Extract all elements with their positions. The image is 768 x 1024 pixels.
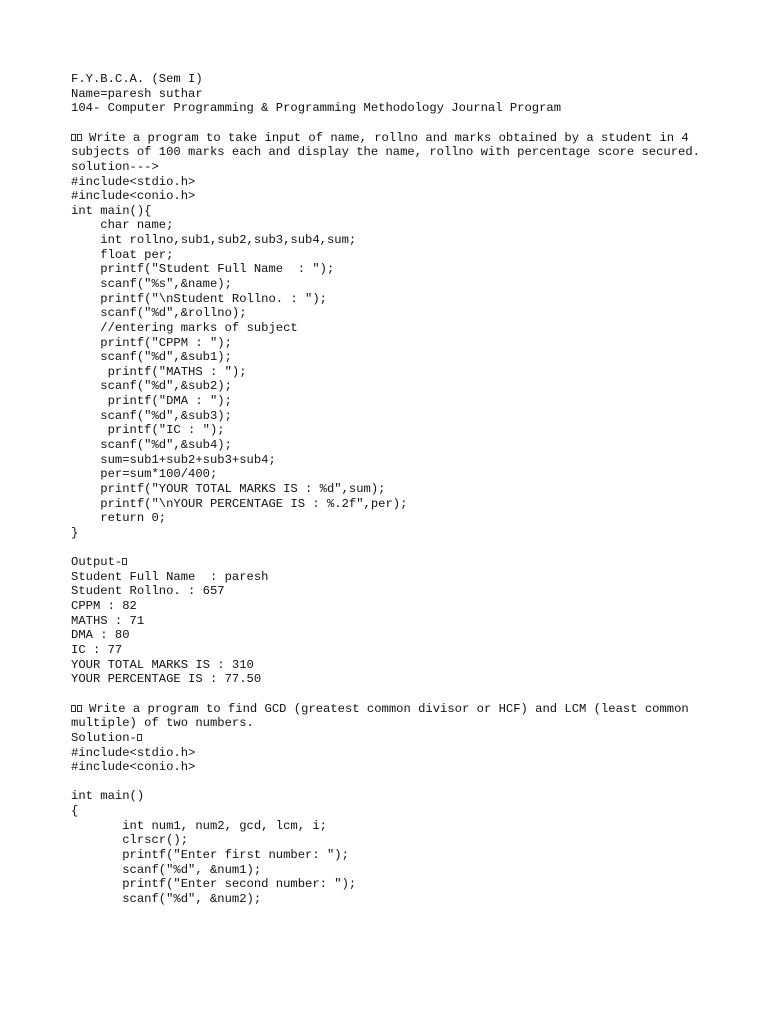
q1-output-block [71, 570, 731, 687]
q1-question-text: Write a program to take input of name, rollno and marks obtained by a student in 4 subjects of 100 marks each and display the name, rollno with percentage score secured. [71, 130, 700, 160]
code-line: scanf("%d",&sub3); [71, 408, 232, 423]
code-line: char name; [71, 218, 174, 233]
code-line: printf("\nYOUR PERCENTAGE IS : %.2f",per); [71, 496, 408, 511]
spacer [71, 541, 731, 556]
spacer [71, 687, 731, 702]
code-line: { [71, 804, 79, 819]
code-line: int rollno,sub1,sub2,sub3,sub4,sum; [71, 233, 357, 248]
code-line: scanf("%d",&sub4); [71, 438, 232, 453]
header-subject: 104- Computer Programming & Programming Methodology Journal Program [71, 101, 562, 116]
code-line: scanf("%d", &num2); [71, 891, 262, 906]
bullet-icon [71, 702, 83, 717]
code-line: printf("Enter first number: "); [71, 848, 349, 863]
code-line: printf("CPPM : "); [71, 335, 232, 350]
code-line: scanf("%d", &num1); [71, 862, 262, 877]
journal-page [71, 72, 731, 907]
code-line: printf("DMA : "); [71, 394, 232, 409]
code-line: printf("Enter second number: "); [71, 877, 357, 892]
output-line: DMA : 80 [71, 628, 130, 643]
code-line: int main() [71, 789, 145, 804]
output-line: Student Rollno. : 657 [71, 584, 225, 599]
code-line: float per; [71, 247, 174, 262]
bullet-icon [71, 131, 83, 146]
output-line: YOUR TOTAL MARKS IS : 310 [71, 657, 254, 672]
q2-includes-block [71, 746, 731, 775]
spacer [71, 116, 731, 131]
missing-glyph-icon [137, 734, 142, 741]
code-line: printf("\nStudent Rollno. : "); [71, 291, 327, 306]
code-line: printf("MATHS : "); [71, 364, 247, 379]
code-line: per=sum*100/400; [71, 467, 218, 482]
code-line: int num1, num2, gcd, lcm, i; [71, 818, 327, 833]
code-line: #include<stdio.h> [71, 745, 196, 760]
code-line: scanf("%d",&sub2); [71, 379, 232, 394]
q2-question-text: Write a program to find GCD (greatest common divisor or HCF) and LCM (least common multiple) of two numbers. [71, 701, 697, 731]
missing-glyph-icon [122, 558, 127, 565]
header-student-name: Name=paresh suthar [71, 86, 203, 101]
output-line: CPPM : 82 [71, 599, 137, 614]
q1-output-label [71, 555, 731, 570]
code-line: return 0; [71, 511, 167, 526]
spacer [71, 775, 731, 790]
q1-solution-label: solution---> [71, 159, 159, 174]
code-line: printf("YOUR TOTAL MARKS IS : %d",sum); [71, 481, 386, 496]
code-line: //entering marks of subject [71, 320, 298, 335]
output-line: YOUR PERCENTAGE IS : 77.50 [71, 672, 262, 687]
output-line: Student Full Name : paresh [71, 569, 269, 584]
code-line: int main(){ [71, 203, 152, 218]
output-line: MATHS : 71 [71, 613, 145, 628]
code-line: clrscr(); [71, 833, 189, 848]
code-line: #include<conio.h> [71, 760, 196, 775]
code-line: scanf("%d",&sub1); [71, 350, 232, 365]
header-course: F.Y.B.C.A. (Sem I) [71, 72, 203, 86]
code-line: sum=sub1+sub2+sub3+sub4; [71, 452, 276, 467]
output-label-text: Output- [71, 555, 123, 570]
code-line: printf("IC : "); [71, 423, 225, 438]
code-line: #include<stdio.h> [71, 174, 196, 189]
code-line: scanf("%s",&name); [71, 277, 232, 291]
solution-label-text: Solution- [71, 730, 137, 745]
output-line: IC : 77 [71, 643, 123, 658]
q2-solution-label [71, 731, 731, 746]
code-line: printf("Student Full Name : "); [71, 262, 335, 277]
q1-question [71, 131, 731, 160]
q2-question [71, 702, 731, 731]
code-line: } [71, 525, 79, 540]
code-line: scanf("%d",&rollno); [71, 306, 247, 321]
q2-code-block [71, 789, 731, 906]
code-line: #include<conio.h> [71, 189, 196, 204]
q1-code-block [71, 175, 731, 541]
